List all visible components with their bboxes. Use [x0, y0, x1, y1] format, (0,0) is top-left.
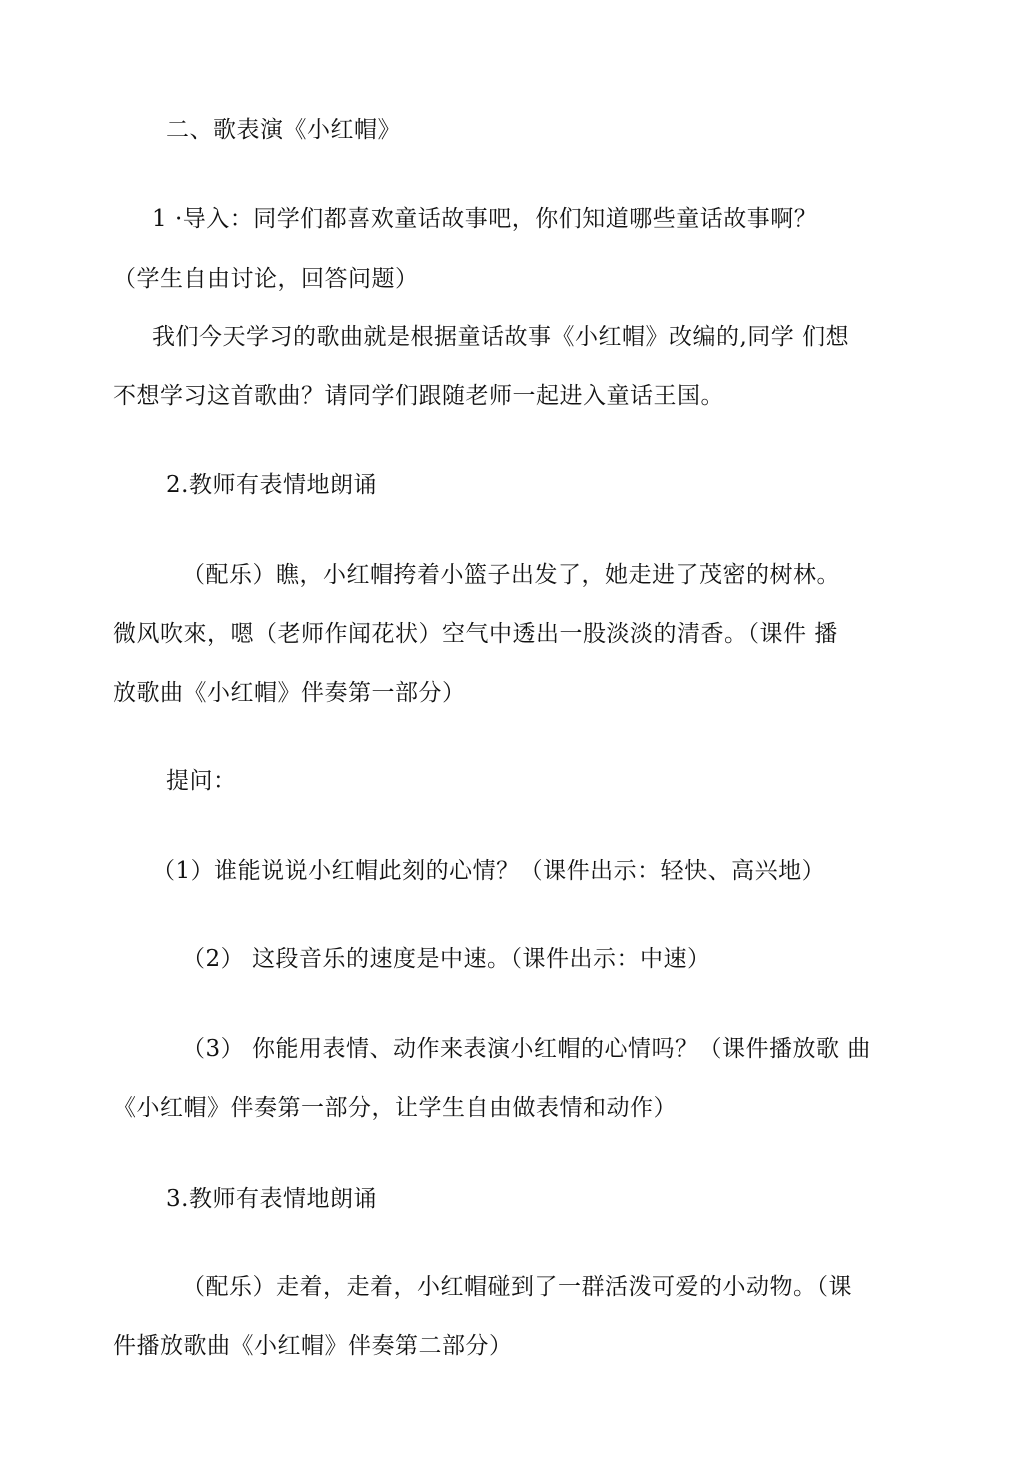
- subsection-heading: 2.教师有表情地朗诵: [166, 472, 377, 498]
- list-item: （2） 这段音乐的速度是中速。（课件出示：中速）: [182, 946, 711, 972]
- list-item: （1）谁能说说小红帽此刻的心情？（课件出示：轻快、高兴地）: [152, 858, 826, 884]
- subsection-heading: 3.教师有表情地朗诵: [166, 1186, 377, 1212]
- paragraph-line: 件播放歌曲《小红帽》伴奏第二部分）: [113, 1333, 513, 1359]
- paragraph-line: 《小红帽》伴奏第一部分，让学生自由做表情和动作）: [113, 1095, 677, 1121]
- question-heading: 提问：: [166, 768, 237, 794]
- paragraph-line: 微风吹來，嗯（老师作闻花状）空气中透出一股淡淡的清香。（课件 播: [113, 621, 838, 647]
- paragraph-line: （配乐）走着，走着，小红帽碰到了一群活泼可爱的小动物。（课: [182, 1274, 852, 1300]
- section-heading: 二、歌表演《小红帽》: [166, 117, 401, 143]
- paragraph-line: 1 ·导入：同学们都喜欢童话故事吧，你们知道哪些童话故事啊？: [152, 206, 818, 232]
- paragraph-line: （配乐）瞧，小红帽挎着小篮子出发了，她走进了茂密的树林。: [182, 562, 840, 588]
- paragraph-line: （学生自由讨论，回答问题）: [113, 266, 419, 292]
- paragraph-line: 不想学习这首歌曲？请同学们跟随老师一起进入童话王国。: [113, 383, 724, 409]
- paragraph-line: 放歌曲《小红帽》伴奏第一部分）: [113, 680, 466, 706]
- list-item: （3） 你能用表情、动作来表演小红帽的心情吗？（课件播放歌 曲: [182, 1036, 871, 1062]
- paragraph-line: 我们今天学习的歌曲就是根据童话故事《小红帽》改编的,同学 们想: [152, 324, 850, 350]
